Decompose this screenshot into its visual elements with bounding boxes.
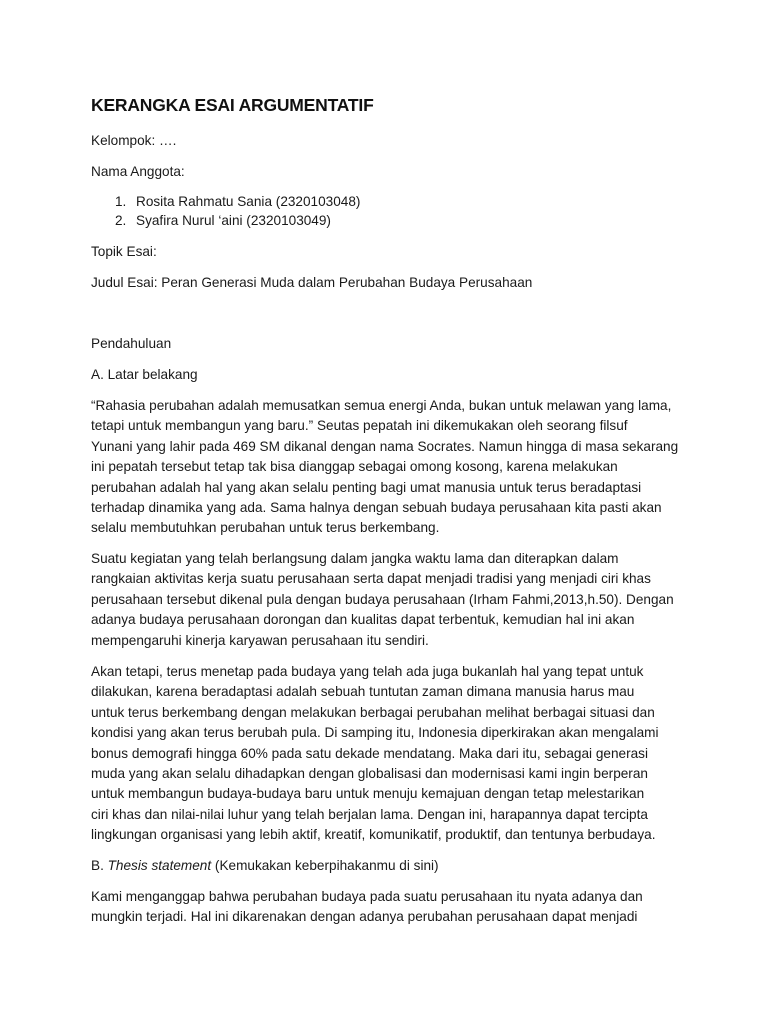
topik-line: Topik Esai: xyxy=(91,244,157,259)
paragraph-line: Suatu kegiatan yang telah berlangsung dalam jangka waktu lama dan diterapkan dalam xyxy=(91,551,619,566)
paragraph-1 xyxy=(91,396,679,539)
paragraph-2 xyxy=(91,549,674,651)
paragraph-line: tetapi untuk membangun yang baru.” Seutas pepatah ini dikemukakan oleh seorang filsuf xyxy=(91,418,628,434)
paragraph-line: perubahan adalah hal yang akan selalu penting bagi umat manusia untuk terus beradaptasi xyxy=(91,479,642,495)
paragraph-line: perusahaan tersebut dikenal pula dengan budaya perusahaan (Irham Fahmi,2013,h.50). Dengan xyxy=(91,591,674,607)
paragraph-line: dilakukan, karena beradaptasi adalah sebuah tuntutan zaman dimana manusia harus mau xyxy=(91,684,635,700)
thesis-heading xyxy=(91,856,439,876)
paragraph-line: “Rahasia perubahan adalah memusatkan semua energi Anda, bukan untuk melawan yang lama, xyxy=(91,398,672,413)
paragraph-line: Yunani yang lahir pada 469 SM dikanal dengan nama Socrates. Namun hingga di masa sekarang xyxy=(91,438,679,454)
paragraph-line: mungkin terjadi. Hal ini dikarenakan dengan adanya perubahan perusahaan dapat menjadi xyxy=(91,909,638,925)
thesis-suffix: (Kemukakan keberpihakanmu di sini) xyxy=(211,858,439,873)
member-item xyxy=(115,211,331,231)
member-number: 1. xyxy=(115,194,127,209)
paragraph-line: lingkungan organisasi yang lebih aktif, kreatif, komunikatif, produktif, dan tentunya berbudaya. xyxy=(91,827,656,843)
paragraph-line: ciri khas dan nilai-nilai luhur yang telah berjalan lama. Dengan ini, harapannya dapat tercipta xyxy=(91,806,648,822)
paragraph-line: kondisi yang akan terus berubah pula. Di samping itu, Indonesia diperkirakan akan mengalami xyxy=(91,725,659,741)
document-title: KERANGKA ESAI ARGUMENTATIF xyxy=(91,95,374,115)
paragraph-line: selalu membutuhkan perubahan untuk terus berkembang. xyxy=(91,520,440,536)
latar-belakang-heading: A. Latar belakang xyxy=(91,367,198,382)
paragraph-line: ini pepatah tersebut tetap tak bisa dianggap sebagai omong kosong, karena melakukan xyxy=(91,459,618,475)
paragraph-line: muda yang akan selalu dihadapkan dengan globalisasi dan modernisasi kami ingin berperan xyxy=(91,766,648,782)
nama-anggota-label: Nama Anggota: xyxy=(91,164,185,179)
paragraph-line: untuk terus berkembang dengan melakukan berbagai perubahan melihat berbagai situasi dan xyxy=(91,704,655,720)
member-text: Rosita Rahmatu Sania (2320103048) xyxy=(136,194,361,209)
member-item xyxy=(115,192,360,212)
paragraph-line: untuk membangun budaya-budaya baru untuk menuju kemajuan dengan tetap melestarikan xyxy=(91,786,645,802)
paragraph-line: Akan tetapi, terus menetap pada budaya yang telah ada juga bukanlah hal yang tepat untuk xyxy=(91,664,644,679)
thesis-prefix: B. xyxy=(91,858,108,873)
paragraph-line: terhadap dinamika yang ada. Sama halnya dengan sebuah budaya perusahaan kita pasti akan xyxy=(91,500,662,516)
paragraph-3 xyxy=(91,662,671,846)
judul-line: Judul Esai: Peran Generasi Muda dalam Perubahan Budaya Perusahaan xyxy=(91,275,533,290)
paragraph-line: rangkaian aktivitas kerja suatu perusahaan serta dapat menjadi tradisi yang menjadi ciri khas xyxy=(91,571,651,587)
kelompok-line: Kelompok: …. xyxy=(91,133,177,148)
paragraph-line: mempengaruhi kinerja karyawan perusahaan itu sendiri. xyxy=(91,632,429,648)
member-number: 2. xyxy=(115,213,127,228)
pendahuluan-heading: Pendahuluan xyxy=(91,336,172,351)
paragraph-line: bonus demografi hingga 60% pada satu dekade mendatang. Maka dari itu, sebagai generasi xyxy=(91,745,648,761)
paragraph-4 xyxy=(91,887,671,928)
thesis-italic: Thesis statement xyxy=(107,858,212,873)
member-text: Syafira Nurul ‘aini (2320103049) xyxy=(136,213,331,228)
paragraph-line: Kami menganggap bahwa perubahan budaya pada suatu perusahaan itu nyata adanya dan xyxy=(91,889,643,904)
paragraph-line: adanya budaya perusahaan dorongan dan kualitas dapat terbentuk, kemudian hal ini akan xyxy=(91,612,635,628)
